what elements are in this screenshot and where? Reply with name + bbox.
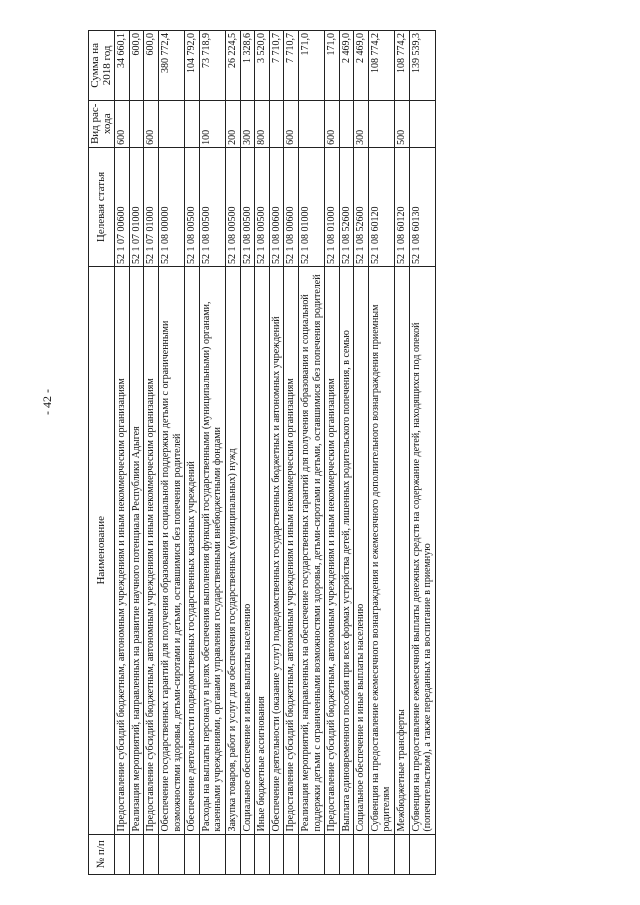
header-num: № п/п xyxy=(89,834,115,874)
cell-vid: 100 xyxy=(199,100,225,147)
header-sum: Сумма на 2018 год xyxy=(89,31,115,101)
cell-sum: 380 772,4 xyxy=(158,31,184,101)
table-row xyxy=(298,31,324,875)
cell-num xyxy=(368,834,394,874)
cell-num xyxy=(339,834,354,874)
cell-num xyxy=(269,834,284,874)
cell-sum: 108 774,2 xyxy=(395,31,410,101)
table-row xyxy=(144,31,159,875)
cell-vid: 600 xyxy=(115,100,130,147)
cell-name: Иные бюджетные ассигнования xyxy=(255,267,270,835)
cell-code: 52 1 08 00000 xyxy=(158,147,184,266)
table-row xyxy=(158,31,184,875)
cell-name: Реализация мероприятий, направленных на развитие научного потенциала Республики Адыгея xyxy=(129,267,144,835)
cell-name: Предоставление субсидий бюджетным, автономным учреждениям и иным некоммерческим организациям xyxy=(325,267,340,835)
cell-name: Обеспечение деятельности (оказание услуг) подведомственных государственных бюджетных и автономных учреждений xyxy=(269,267,284,835)
cell-code: 52 1 08 60130 xyxy=(409,147,435,266)
cell-name: Субвенция на предоставление ежемесячного вознаграждения и ежемесячного дополнительного вознаграждения приемным родителям xyxy=(368,267,394,835)
cell-num xyxy=(409,834,435,874)
cell-code: 52 1 08 01000 xyxy=(298,147,324,266)
cell-num xyxy=(199,834,225,874)
cell-vid xyxy=(185,100,200,147)
cell-code: 52 1 08 00500 xyxy=(185,147,200,266)
cell-sum: 34 660,1 xyxy=(115,31,130,101)
cell-vid xyxy=(368,100,394,147)
cell-vid xyxy=(158,100,184,147)
table-row xyxy=(225,31,240,875)
cell-sum: 171,0 xyxy=(298,31,324,101)
cell-sum: 3 520,0 xyxy=(255,31,270,101)
cell-vid: 600 xyxy=(144,100,159,147)
table-row xyxy=(409,31,435,875)
table-row xyxy=(269,31,284,875)
cell-num xyxy=(225,834,240,874)
cell-name: Обеспечение государственных гарантий для получения образования и социальной поддержки детьми с ограниченными возможностями здоровья, детьми-сиротами и детьми, оставшимися без попечения родителей xyxy=(158,267,184,835)
cell-num xyxy=(158,834,184,874)
table-row xyxy=(240,31,255,875)
cell-sum: 2 469,0 xyxy=(354,31,369,101)
cell-code: 52 1 07 00600 xyxy=(115,147,130,266)
cell-sum: 73 718,9 xyxy=(199,31,225,101)
cell-num xyxy=(129,834,144,874)
cell-name: Реализация мероприятий, направленных на обеспечение государственных гарантий для получения образования и социальной поддержки детьми с ограниченными возможностями здоровья, детьми-сиротами и детьми, оставшимися без попечения родителей xyxy=(298,267,324,835)
cell-vid: 300 xyxy=(354,100,369,147)
cell-vid: 300 xyxy=(240,100,255,147)
cell-vid: 200 xyxy=(225,100,240,147)
cell-code: 52 1 08 00500 xyxy=(240,147,255,266)
cell-code: 52 1 08 00600 xyxy=(284,147,299,266)
cell-code: 52 1 08 00500 xyxy=(199,147,225,266)
table-row xyxy=(395,31,410,875)
cell-sum: 1 328,6 xyxy=(240,31,255,101)
cell-num xyxy=(115,834,130,874)
page-number: - 42 - xyxy=(40,389,54,415)
table-row xyxy=(354,31,369,875)
cell-code: 52 1 08 52600 xyxy=(354,147,369,266)
cell-sum: 2 469,0 xyxy=(339,31,354,101)
budget-table xyxy=(88,30,436,875)
cell-code: 52 1 07 01000 xyxy=(129,147,144,266)
table-row xyxy=(129,31,144,875)
cell-name: Социальное обеспечение и иные выплаты населению xyxy=(354,267,369,835)
cell-vid xyxy=(129,100,144,147)
cell-sum: 7 710,7 xyxy=(284,31,299,101)
table-row xyxy=(284,31,299,875)
cell-num xyxy=(284,834,299,874)
header-vid: Вид рас-хода xyxy=(89,100,115,147)
cell-sum: 26 224,5 xyxy=(225,31,240,101)
cell-name: Обеспечение деятельности подведомственных государственных казенных учреждений xyxy=(185,267,200,835)
cell-name: Расходы на выплаты персоналу в целях обеспечения выполнения функций государственными (муниципальными) органами, казенными учреждениями, органами управления государственными внебюджетными фондами xyxy=(199,267,225,835)
table-row xyxy=(368,31,394,875)
cell-num xyxy=(395,834,410,874)
cell-code: 52 1 08 52600 xyxy=(339,147,354,266)
cell-vid xyxy=(339,100,354,147)
cell-vid: 800 xyxy=(255,100,270,147)
cell-num xyxy=(354,834,369,874)
cell-name: Закупка товаров, работ и услуг для обеспечения государственных (муниципальных) нужд xyxy=(225,267,240,835)
table-row xyxy=(115,31,130,875)
cell-name: Межбюджетные трансферты xyxy=(395,267,410,835)
cell-sum: 600,0 xyxy=(129,31,144,101)
cell-name: Субвенция на предоставление ежемесячной выплаты денежных средств на содержание детей, находящихся под опекой (попечительством), а также переданных на воспитание в приемную xyxy=(409,267,435,835)
cell-sum: 600,0 xyxy=(144,31,159,101)
table-header-row xyxy=(89,31,115,875)
table-body xyxy=(115,31,436,875)
cell-vid: 500 xyxy=(395,100,410,147)
cell-num xyxy=(240,834,255,874)
cell-code: 52 1 08 00500 xyxy=(255,147,270,266)
cell-name: Предоставление субсидий бюджетным, автономным учреждениям и иным некоммерческим организациям xyxy=(144,267,159,835)
budget-table-rotated xyxy=(88,30,436,875)
table-row xyxy=(185,31,200,875)
cell-sum: 108 774,2 xyxy=(368,31,394,101)
cell-sum: 7 710,7 xyxy=(269,31,284,101)
cell-vid xyxy=(298,100,324,147)
table-row xyxy=(255,31,270,875)
cell-num xyxy=(298,834,324,874)
cell-num xyxy=(255,834,270,874)
cell-name: Предоставление субсидий бюджетным, автономным учреждениям и иным некоммерческим организациям xyxy=(115,267,130,835)
table-row xyxy=(199,31,225,875)
cell-code: 52 1 08 60120 xyxy=(395,147,410,266)
cell-num xyxy=(144,834,159,874)
cell-sum: 139 539,3 xyxy=(409,31,435,101)
cell-sum: 171,0 xyxy=(325,31,340,101)
cell-vid xyxy=(409,100,435,147)
cell-code: 52 1 07 01000 xyxy=(144,147,159,266)
cell-code: 52 1 08 00500 xyxy=(225,147,240,266)
cell-code: 52 1 08 60120 xyxy=(368,147,394,266)
cell-code: 52 1 08 01000 xyxy=(325,147,340,266)
cell-code: 52 1 08 00600 xyxy=(269,147,284,266)
header-code: Целевая статья xyxy=(89,147,115,266)
cell-vid: 600 xyxy=(284,100,299,147)
cell-name: Выплата единовременного пособия при всех формах устройства детей, лишенных родительского попечения, в семью xyxy=(339,267,354,835)
cell-vid: 600 xyxy=(325,100,340,147)
cell-num xyxy=(185,834,200,874)
cell-name: Предоставление субсидий бюджетным, автономным учреждениям и иным некоммерческим организациям xyxy=(284,267,299,835)
cell-name: Социальное обеспечение и иные выплаты населению xyxy=(240,267,255,835)
cell-num xyxy=(325,834,340,874)
table-row xyxy=(339,31,354,875)
table-row xyxy=(325,31,340,875)
cell-sum: 104 792,0 xyxy=(185,31,200,101)
cell-vid xyxy=(269,100,284,147)
header-name: Наименование xyxy=(89,267,115,835)
